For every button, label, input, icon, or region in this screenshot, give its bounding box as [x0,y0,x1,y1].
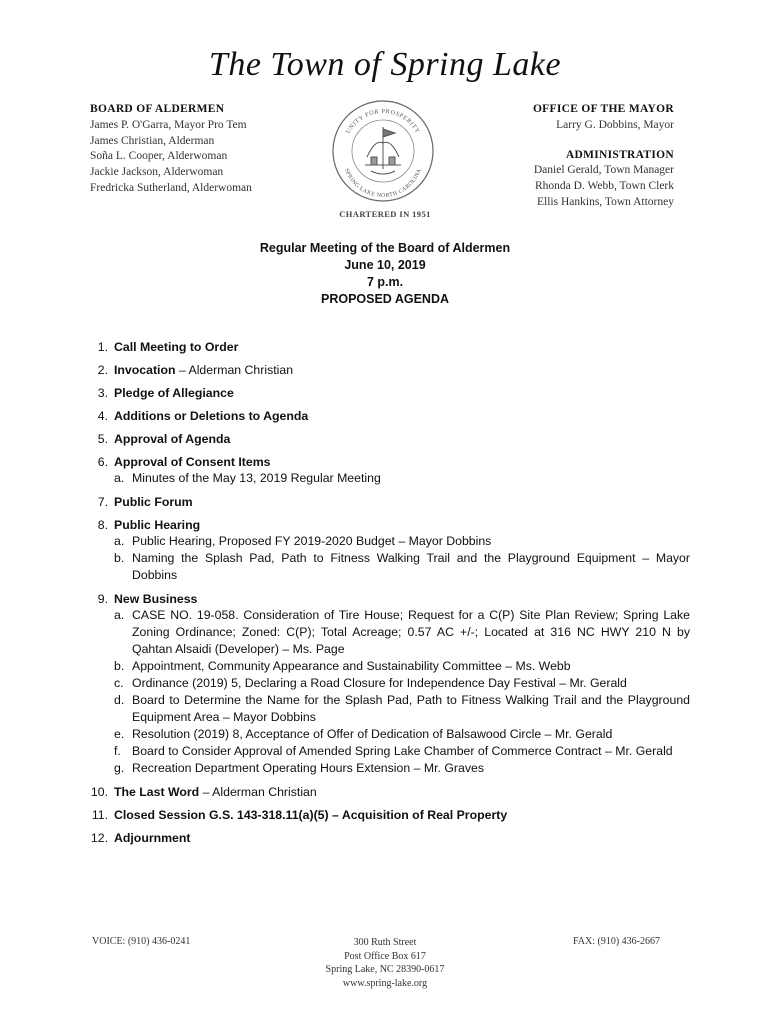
agenda-item [80,454,690,487]
agenda-item-title: Call Meeting to Order [114,340,239,354]
agenda-item-number: 9. [97,592,108,606]
agenda-list [80,339,690,853]
agenda-item [80,830,690,846]
agenda-item [80,517,690,584]
agenda-item-number: 8. [97,518,108,532]
town-title: The Town of Spring Lake [208,46,562,83]
footer-street: 300 Ruth Street [353,937,417,948]
agenda-item-number: 7. [97,495,108,509]
agenda-item [80,431,690,447]
agenda-item-presenter: – Alderman Christian [199,785,317,799]
agenda-subitem [114,692,690,726]
board-member: Fredricka Sutherland, Alderwoman [90,181,252,194]
mayor-name: Larry G. Dobbins, Mayor [556,118,674,131]
meeting-time: 7 p.m. [366,275,404,289]
footer-website: www.spring-lake.org [342,977,428,989]
agenda-subitem [114,470,690,487]
agenda-subitem [114,550,690,584]
agenda-item-title: Public Hearing [114,518,201,532]
agenda-subitem-letter: b. [114,659,125,673]
agenda-subitem-text: Minutes of the May 13, 2019 Regular Meeting [132,471,381,485]
board-of-aldermen [90,102,340,197]
footer-fax: FAX: (910) 436-2667 [572,936,660,947]
mayor-heading: OFFICE OF THE MAYOR [532,103,674,115]
agenda-item [80,494,690,510]
agenda-item-number: 1. [97,340,108,354]
agenda-item [80,385,690,401]
agenda-item [80,784,690,800]
agenda-subitem-text: Naming the Splash Pad, Path to Fitness Walking Trail and the Playground Equipment – Mayor Dobbins [132,551,690,582]
board-heading: BOARD OF ALDERMEN [90,103,225,115]
agenda-item-number: 6. [97,455,108,469]
agenda-subitem-letter: e. [114,727,125,741]
seal-bottom-text: SPRING LAKE NORTH CAROLINA [342,167,424,200]
agenda-item-title: Approval of Agenda [114,432,231,446]
agenda-subitem-text: Ordinance (2019) 5, Declaring a Road Closure for Independence Day Festival – Mr. Gerald [132,676,627,690]
board-member: Jackie Jackson, Alderwoman [90,166,224,179]
chartered-text: CHARTERED IN 1951 [339,209,431,219]
admin-member: Ellis Hankins, Town Attorney [537,195,674,208]
agenda-item-title: Adjournment [114,831,191,845]
agenda-item-title: Invocation [114,363,176,377]
agenda-item [80,807,690,823]
agenda-item-title: Closed Session G.S. 143-318.11(a)(5) – Acquisition of Real Property [114,808,508,822]
agenda-subitem-text: Board to Determine the Name for the Splash Pad, Path to Fitness Walking Trail and the Playground Equipment Area – Mayor Dobbins [132,693,690,724]
agenda-subitem-text: Board to Consider Approval of Amended Spring Lake Chamber of Commerce Contract – Mr. Gerald [132,744,673,758]
agenda-label: PROPOSED AGENDA [320,292,450,306]
agenda-subitem-text: Appointment, Community Appearance and Sustainability Committee – Ms. Webb [132,659,571,673]
footer-city: Spring Lake, NC 28390-0617 [325,964,445,975]
agenda-subitem-letter: c. [114,676,124,690]
agenda-item [80,362,690,378]
agenda-subitem-letter: a. [114,608,125,622]
agenda-item-title: The Last Word [114,785,200,799]
agenda-item-number: 2. [97,363,108,377]
agenda-subitem-text: Recreation Department Operating Hours Extension – Mr. Graves [132,761,484,775]
seal-emblem-icon [365,127,401,174]
agenda-item [80,591,690,777]
board-member: Soña L. Cooper, Alderwoman [90,150,228,163]
board-member: James P. O'Garra, Mayor Pro Tem [90,118,247,131]
agenda-subitem-letter: a. [114,534,125,548]
agenda-subitem-letter: b. [114,551,125,565]
agenda-subitem [114,726,690,743]
meeting-header [0,240,770,308]
agenda-item-number: 5. [97,432,108,446]
agenda-item-number: 4. [97,409,108,423]
office-of-the-mayor [414,102,674,211]
board-member: James Christian, Alderman [90,134,215,147]
agenda-subitem-letter: f. [114,744,121,758]
agenda-item-title: New Business [114,592,198,606]
agenda-subitem-letter: d. [114,693,125,707]
agenda-item [80,339,690,355]
agenda-item-title: Approval of Consent Items [114,455,271,469]
agenda-subitem-letter: g. [114,761,125,775]
svg-text:SPRING LAKE NORTH CAROLINA [343,167,423,199]
agenda-item-title: Pledge of Allegiance [114,386,234,400]
footer-po-box: Post Office Box 617 [344,950,426,962]
agenda-subitem [114,607,690,658]
agenda-subitem-text: Resolution (2019) 8, Acceptance of Offer of Dedication of Balsawood Circle – Mr. Gerald [132,727,613,741]
agenda-subitem-text: Public Hearing, Proposed FY 2019-2020 Budget – Mayor Dobbins [132,534,492,548]
admin-member: Rhonda D. Webb, Town Clerk [534,180,674,193]
agenda-item-number: 12. [90,831,108,845]
admin-heading: ADMINISTRATION [565,148,674,161]
seal-top-text: UNITY FOR PROSPERITY [344,107,422,135]
agenda-subitem [114,743,690,760]
agenda-item-number: 3. [97,386,108,400]
agenda-item-title: Public Forum [114,495,193,509]
meeting-title: Regular Meeting of the Board of Aldermen [259,241,511,255]
agenda-subitem [114,533,690,550]
agenda-subitem [114,760,690,777]
agenda-item-presenter: – Alderman Christian [175,363,294,377]
agenda-item-number: 10. [90,785,108,799]
meeting-date: June 10, 2019 [344,258,426,272]
agenda-item-number: 11. [91,808,108,822]
admin-member: Daniel Gerald, Town Manager [533,164,674,177]
footer-voice: VOICE: (910) 436-0241 [92,936,191,947]
agenda-subitem [114,658,690,675]
agenda-item-title: Additions or Deletions to Agenda [114,409,309,423]
agenda-subitem-letter: a. [114,471,125,485]
agenda-subitem [114,675,690,692]
agenda-item [80,408,690,424]
agenda-subitem-text: CASE NO. 19-058. Consideration of Tire House; Request for a C(P) Site Plan Review; Spring Lake Zoning Ordinance; Zoned: C(P); Total Acreage; 0.57 AC +/-; Located at 316 NC HWY 210 N by Qahtan Alsaidi (Developer) – Ms. Page [132,608,690,656]
